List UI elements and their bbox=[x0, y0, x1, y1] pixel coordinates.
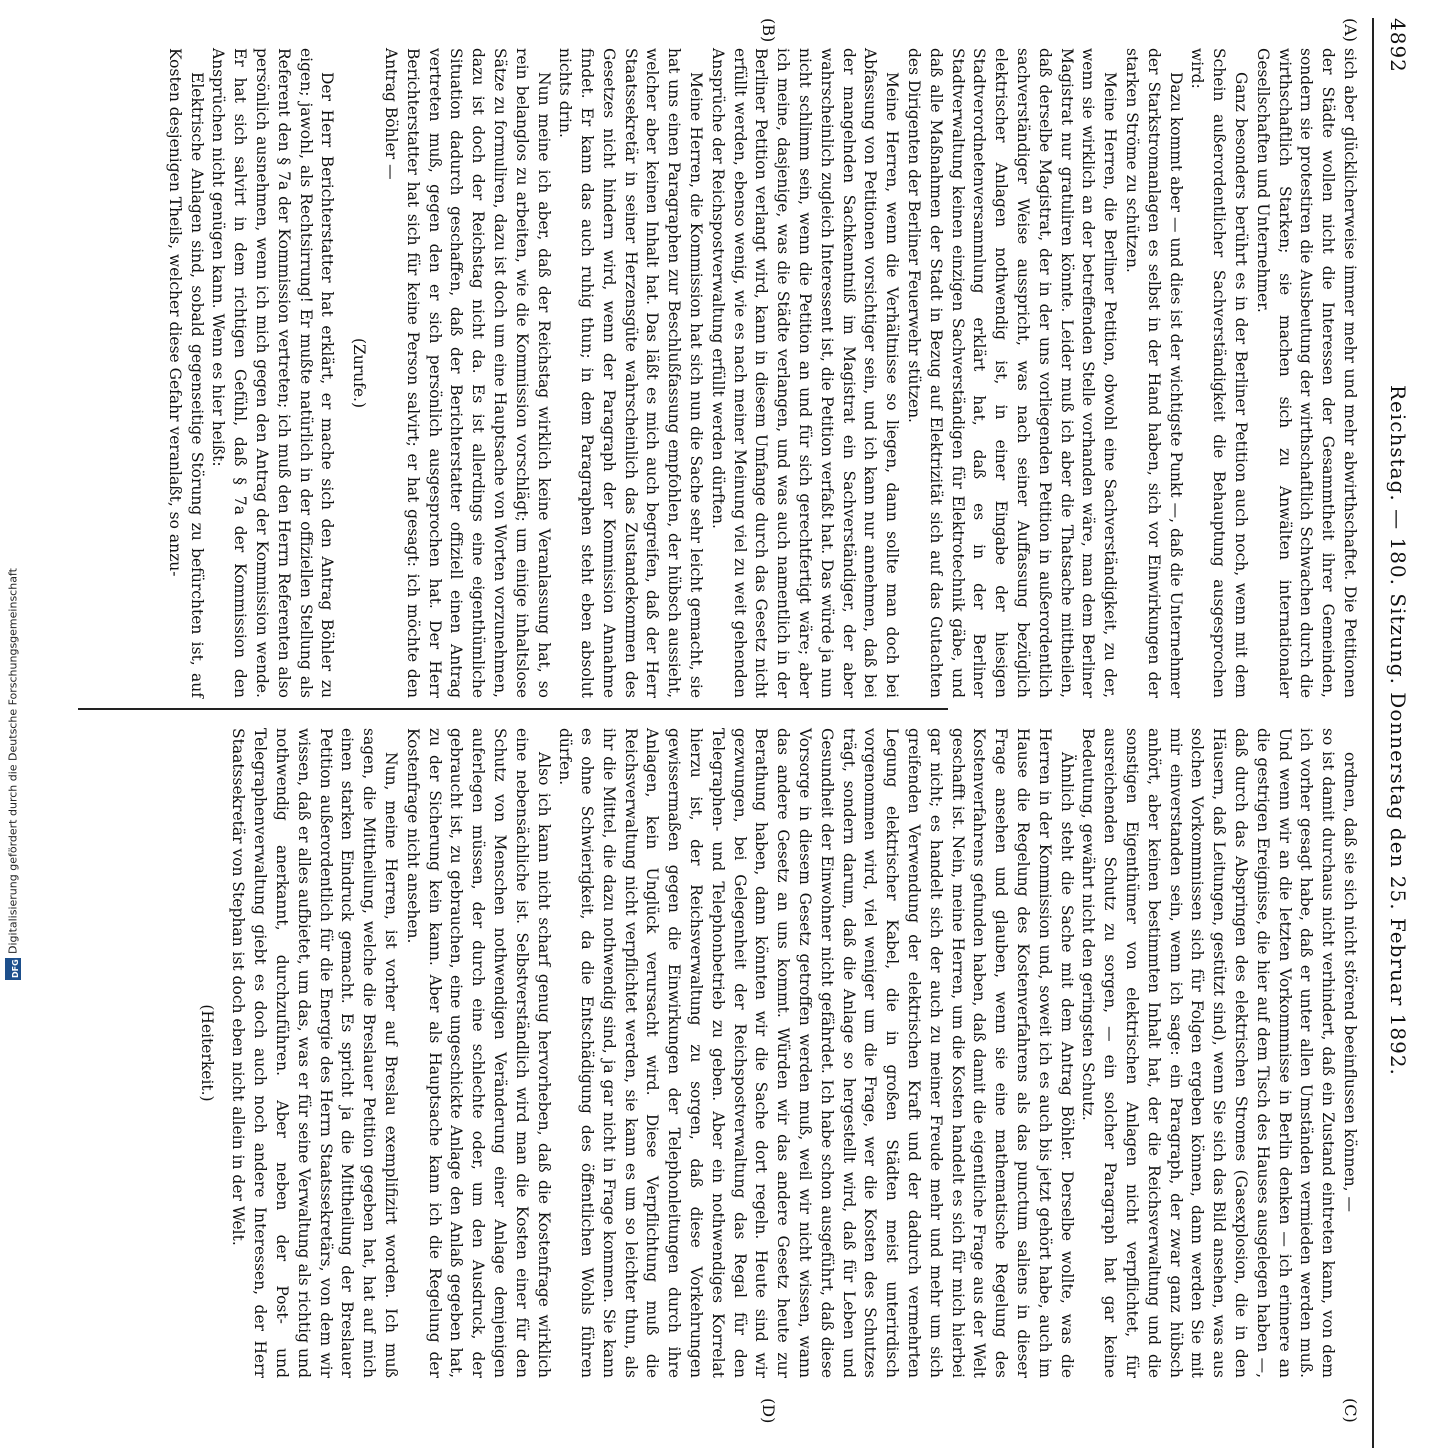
margin-marker-b: (B) bbox=[759, 18, 778, 43]
margin-marker-c: (C) bbox=[1341, 1398, 1360, 1423]
paragraph: Ähnlich steht die Sache mit dem Antrag Böhler. Derselbe wollte, was die Herren in der Kommission und, soweit ich es auch bis jetzt gehört habe, auch im Hause die Regelung des Kostenverfahrens als das punctum saliens in dieser Frage ansehen und glauben, wenn sie eine mathematische Regelung des Kostenverfahrens gefunden haben, daß damit die eigentliche Frage aus der Welt geschafft ist. Nein, meine Herren, um die Kosten handelt es sich für mich hierbei gar nicht; es handelt sich der auch zu meiner Freude mehr und mehr um sich greifenden Verwendung der elektrischen Kraft und der dadurch vermehrten Legung elektrischer Kabel, die in großen Städten meist unterirdisch vorgenommen wird, viel weniger um die Frage, wer die Kosten des Schutzes trägt, sondern darum, daß die Anlage so hergestellt wird, daß für Leben und Gesundheit der Einwohner nicht gefährdet. Ich habe schon ausgeführt, daß diese Vorsorge in diesem Gesetz getroffen werden muß, weil wir nicht wissen, wann das andere Gesetz an uns kommt. Würden wir das andere Gesetz heute zur Berathung haben, dann könnten wir die Sache dort regeln. Heute sind wir gezwungen, bei Gelegenheit der Reichspostverwaltung das Regal für den Telegraphen- und Telephonbetrieb zu geben. Aber ein nothwendiges Korrelat hierzu ist, der Reichsverwaltung zu sorgen, daß diese Vorkehrungen gewissermaßen gegen die Einwirkungen der Telephonleitungen durch ihre Anlagen, kein Unglück verursacht wird. Diese Verpflichtung muß die Reichsverwaltung nicht verpflichtet werden, sie kann es um so leichter thun, als ihr die Mittel, die dazu nothwendig sind, ja gar nicht in Frage kommen. Sie kann es ohne Schwierigkeit, da die Entschädigung des öffentlichen Wohls führen dürfen. bbox=[556, 728, 1076, 1378]
paragraph: Meine Herren, wenn die Verhältnisse so liegen, dann sollte man doch bei Abfassung von Petitionen vorsichtiger sein, und ich kann nur annehmen, daß bei der mangelnden Sachkenntniß im Magistrat ein Sachverständiger, der aber wahrscheinlich zugleich Interessent ist, die Petition verfaßt hat. Das würde ja nun nicht schlimm sein, wenn die Petition an und für sich gerechtfertigt wäre; aber ich meine, dasjenige, was die Städte verlangen, und was auch namentlich in der Berliner Petition verlangt wird, kann in diesem Umfange durch das Gesetz nicht erfüllt werden, ebenso wenig, wie es nach meiner Meinung viel zu weit gehenden Ansprüche der Reichspostverwaltung erfüllt werden dürften. bbox=[708, 48, 902, 698]
paragraph: Meine Herren, die Kommission hat sich nun die Sache sehr leicht gemacht, sie hat uns einen Paragraphen zur Beschlußfassung empfohlen, der hübsch aussieht, welcher aber keinen Inhalt hat. Das läßt es mich auch begreifen, daß der Herr Staatssekretär in seiner Herzensgüte wahrscheinlich das Zustandekommen des Gesetzes nicht hindern wird, wenn der Paragraph der Kommission Annahme findet. Er kann das auch ruhig thun; in dem Paragraphen steht eben absolut nichts drin. bbox=[556, 48, 706, 698]
quoted-paragraph: ordnen, daß sie sich nicht störend beeinflussen können, — bbox=[1341, 752, 1359, 1213]
interjection: (Heiterkeit.) bbox=[197, 1004, 216, 1102]
dfg-logo-icon: DFG bbox=[5, 958, 21, 980]
paragraph: sich aber glücklicherweise immer mehr und mehr abwirthschaftet. Die Petitionen der Städte wollen nicht die Interessen der Gesammtheit ihrer Gemeinden, sondern sie protestiren die Ausbeutung der wirthschaftlich Schwachen durch die wirthschaftlich Starken; sie machen sich zu Anwälten internationaler Gesellschaften und Unternehmer. bbox=[1253, 48, 1359, 698]
quoted-paragraph: Dazu kommt aber — und dies ist der wichtigste Punkt —, daß die Unternehmer der Starkstromanlagen es selbst in der Hand haben, sich vor Einwirkungen der starken Ströme zu schützen. bbox=[1123, 48, 1185, 698]
margin-marker-d: (D) bbox=[759, 1398, 778, 1424]
page-header bbox=[1378, 18, 1418, 1448]
paragraph: Nun meine ich aber, daß der Reichstag wirklich keine Veranlassung hat, so rein belanglos zu arbeiten, wie die Kommission vorschlägt; um einige inhaltslose Sätze zu formuliren, dazu ist doch um eine Hauptsache von Worten vorzunehmen, dazu ist doch der Reichstag nicht da. Es ist allerdings eine eigenthümliche Situation dadurch geschaffen, daß der Berichterstatter offiziell einen Antrag vertreten muß, gegen den er sich persönlich ausgesprochen hat. Der Herr Berichterstatter hat sich für keine Person salvirt; er hat gesagt: ich möchte den Antrag Böhler — bbox=[381, 48, 553, 698]
credit-text: Digitalisierung gefördert durch die Deutsche Forschungsgemeinschaft bbox=[6, 568, 20, 954]
column-divider bbox=[78, 708, 948, 710]
interjection: (Zurufe.) bbox=[350, 337, 369, 409]
header-rule bbox=[1372, 18, 1374, 1448]
digitization-credit bbox=[2, 20, 24, 980]
page-number: 4892 bbox=[1386, 18, 1410, 73]
paragraph: Also ich kann nicht scharf genug hervorheben, daß die Kostenfrage wirklich eine nebensächliche ist. Selbstverständlich wird man die Kosten einer für den Schutz von Menschen nothwendigen Veränderung einer Anlage demjenigen auferlegen müssen, der durch eine schlechte oder, um den Ausdruck, der gebraucht ist, zu gebrauchen, eine ungeschickte Anlage den Anlaß gegeben hat, zu der Sicherung kein kann. Aber als Hauptsache kann ich die Regelung der Kostenfrage nicht ansehen. bbox=[403, 728, 553, 1378]
document-page bbox=[58, 18, 1418, 1448]
page-title: Reichstag. — 180. Sitzung. Donnerstag den 25. Februar 1892. bbox=[1386, 384, 1410, 1076]
paragraph: Ganz besonders berührt es in der Berliner Petition auch noch, wenn mit dem Schein außerordentlicher Sachverständigkeit die Behauptung ausgesprochen wird: bbox=[1188, 48, 1251, 698]
paragraph: so ist damit durchaus nicht verhindert, daß ein Zustand eintreten kann, von dem ich vorher gesagt habe, daß er unter allen Umständen vermieden werden muß. Und wenn wir an die letzten Vorkommnisse in Berlin denken — ich erinnere an die gestrigen Ereignisse, die hier auf dem Tisch des Hauses ausgelegen haben —, daß durch das Abspringen des elektrischen Stromes (Gasexplosion, die in den Häusern, daß Leitungen, gestützt sind), wenn Sie sich das Bild ansehen, was aus solchen Vorkommnissen sich für Folgen ergeben können, dann werden Sie mit mir einverstanden sein, wenn ich sage: ein Paragraph, der zwar ganz hübsch anhört, aber keinen bestimmten Inhalt hat, der die Reichsverwaltung und die sonstigen Eigenthümer von elektrischen Anlagen nicht verpflichtet, für ausreichenden Schutz zu sorgen, — ein solcher Paragraph hat gar keine Bedeutung, gewährt nicht den geringsten Schutz. bbox=[1079, 728, 1338, 1378]
margin-marker-a: (A) bbox=[1341, 18, 1360, 43]
paragraph: Der Herr Berichterstatter hat erklärt, er mache sich den Antrag Böhler zu eigen; jawohl, als Rechtsirrung! Er mußte natürlich in der offiziellen Stellung als Referent den § 7a der Kommission vertreten; ich muß den Herrn Referenten also persönlich ausnehmen, wenn ich mich gegen den Antrag der Kommission wende. Er hat sich salvirt in dem richtigen Gefühl, daß § 7a der Kommission den Ansprüchen nicht genügen kann. Wenn es hier heißt: bbox=[209, 48, 337, 698]
paragraph: Meine Herren, die Berliner Petition, obwohl eine Sachverständigkeit, zu der, wenn sie wirklich an der betreffenden Stelle vorhanden wäre, man dem Berliner Magistrat nur gratuliren könnte. Leider muß ich aber die Thatsache mittheilen, daß derselbe Magistrat, der in der uns vorliegenden Petition in außerordentlich sachverständiger Weise ausspricht, was nach seiner Auffassung bezüglich elektrischer Anlagen nothwendig ist, in einer Eingabe der hiesigen Stadtverordnetenversammlung erklärt hat, daß es in der Berliner Stadtverwaltung keinen einzigen Sachverständigen für Elektrotechnik gäbe, und daß alle Maßnahmen der Stadt in Bezug auf Elektrizität sich auf das Gutachten des Dirigenten der Berliner Feuerwehr stützen. bbox=[905, 48, 1120, 698]
paragraph: Nun, meine Herren, ist vorher auf Breslau exemplifizirt worden. Ich muß sagen, die Mittheilung, welche die Breslauer Petition gegeben hat, hat auf mich einen starken Eindruck gemacht. Es spricht ja die Mittheilung der Breslauer Petition außerordentlich für die Energie des Herrn Staatssekretärs, von dem wir wissen, daß er alles aufbietet, um das, was er für seine Verwaltung als richtig und nothwendig anerkannt, durchzuführen. Aber neben der Post- und Telegraphenverwaltung giebt es doch auch noch andere Interessen, der Herr Staatssekretär von Stephan ist doch eben nicht allein in der Welt. bbox=[229, 728, 400, 1378]
quoted-paragraph: Elektrische Anlagen sind, sobald gegenseitige Störung zu befürchten ist, auf Kosten desjenigen Theils, welcher diese Gefahr veranlaßt, so anzu- bbox=[165, 48, 206, 698]
left-column bbox=[163, 48, 1360, 698]
right-column bbox=[185, 728, 1360, 1378]
